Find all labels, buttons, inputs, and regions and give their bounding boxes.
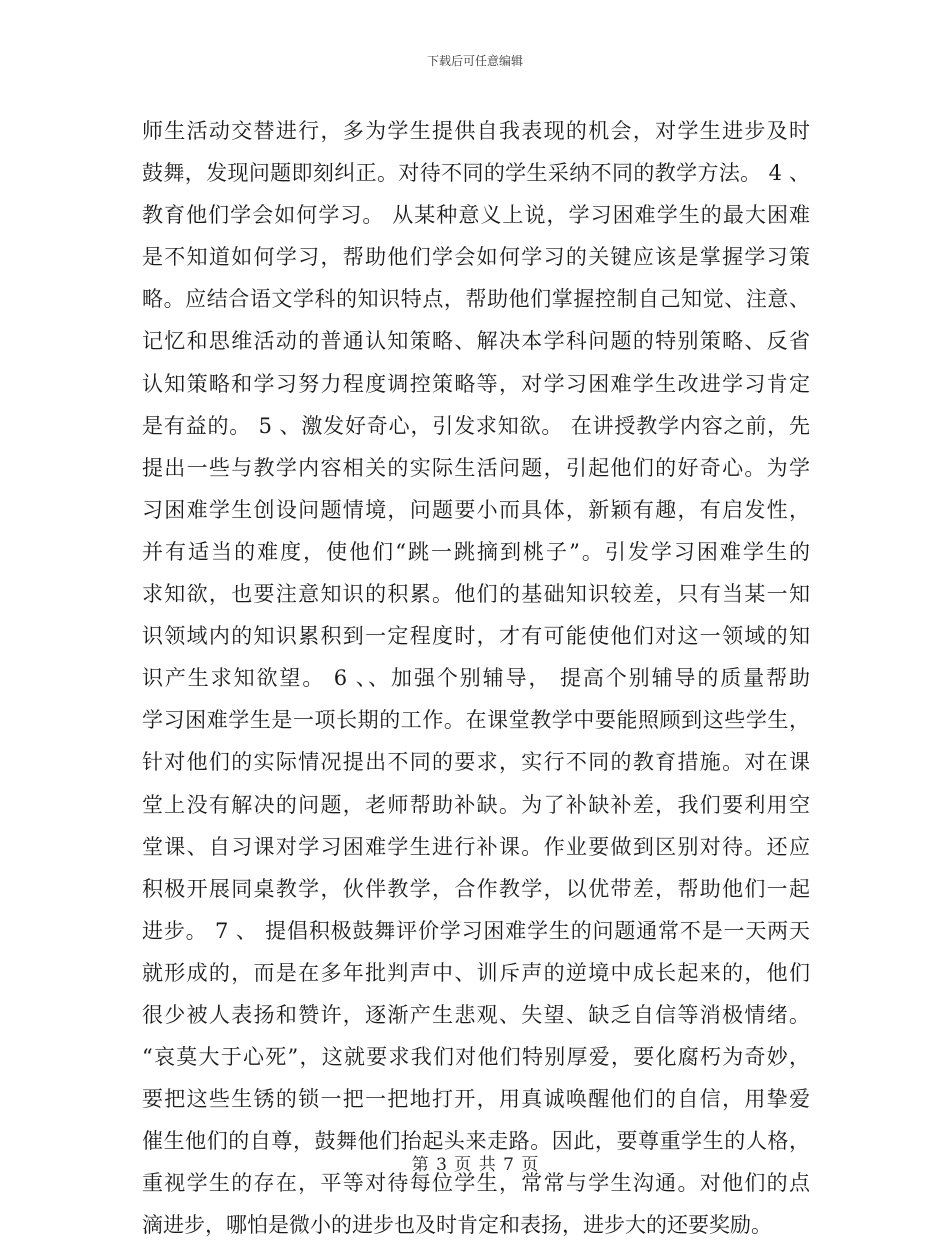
text-line: 堂上没有解决的问题，老师帮助补缺。为了补缺补差，我们要利用空 (142, 792, 810, 817)
page-number: 第 3 页 共 7 页 (411, 1155, 539, 1175)
text-line: 针对他们的实际情况提出不同的要求，实行不同的教育措施。对在课 (142, 750, 810, 775)
text-line: 堂课、自习课对学习困难学生进行补课。作业要做到区别对待。还应 (142, 834, 810, 859)
text-line: 就形成的，而是在多年批判声中、训斥声的逆境中成长起来的，他们 (142, 960, 810, 985)
text-line: 提出一些与教学内容相关的实际生活问题，引起他们的好奇心。为学 (142, 455, 810, 480)
text-line: 是有益的。 5 、激发好奇心，引发求知欲。 在讲授教学内容之前，先 (142, 413, 810, 438)
text-line: 是不知道如何学习，帮助他们学会如何学习的关键应该是掌握学习策 (142, 245, 810, 270)
text-line: 并有适当的难度，使他们“跳一跳摘到桃子”。引发学习困难学生的 (142, 539, 810, 564)
text-line: 认知策略和学习努力程度调控策略等，对学习困难学生改进学习肯定 (142, 371, 810, 396)
text-line: 要把这些生锈的锁一把一把地打开，用真诚唤醒他们的自信，用挚爱 (142, 1087, 810, 1112)
text-line: 师生活动交替进行，多为学生提供自我表现的机会，对学生进步及时 (142, 119, 810, 143)
text-line: 略。应结合语文学科的知识特点，帮助他们掌握控制自己知觉、注意、 (142, 287, 810, 312)
body-paragraph (142, 110, 810, 1247)
text-line: 教育他们学会如何学习。 从某种意义上说，学习困难学生的最大困难 (142, 203, 810, 228)
text-line: 识领域内的知识累积到一定程度时，才有可能使他们对这一领域的知 (142, 624, 810, 649)
text-line: 滴进步，哪怕是微小的进步也及时肯定和表扬，进步大的还要奖励。 (142, 1213, 772, 1238)
text-line: 求知欲，也要注意知识的积累。他们的基础知识较差，只有当某一知 (142, 582, 810, 607)
text-line: 记忆和思维活动的普通认知策略、解决本学科问题的特别策略、反省 (142, 329, 810, 354)
text-line: 进步。 7 、 提倡积极鼓舞评价学习困难学生的问题通常不是一天两天 (142, 918, 810, 943)
text-line: 习困难学生创设问题情境，问题要小而具体，新颖有趣，有启发性， (142, 497, 810, 522)
text-line: 重视学生的存在，平等对待每位学生，常常与学生沟通。对他们的点 (142, 1171, 810, 1196)
text-line: 很少被人表扬和赞许，逐渐产生悲观、失望、缺乏自信等消极情绪。 (142, 1002, 810, 1027)
text-line: 催生他们的自尊，鼓舞他们抬起头来走路。因此，要尊重学生的人格， (142, 1129, 810, 1154)
text-line: 积极开展同桌教学，伙伴教学，合作教学，以优带差，帮助他们一起 (142, 876, 810, 901)
page-header: 下载后可任意编辑 (426, 54, 523, 68)
text-line: “哀莫大于心死”，这就要求我们对他们特别厚爱，要化腐朽为奇妙， (142, 1045, 810, 1070)
text-line: 鼓舞，发现问题即刻纠正。对待不同的学生采纳不同的教学方法。 4 、 (142, 161, 810, 186)
text-line: 学习困难学生是一项长期的工作。在课堂教学中要能照顾到这些学生， (142, 708, 810, 733)
text-line: 识产生求知欲望。 6 、、加强个别辅导， 提高个别辅导的质量帮助 (142, 666, 810, 691)
